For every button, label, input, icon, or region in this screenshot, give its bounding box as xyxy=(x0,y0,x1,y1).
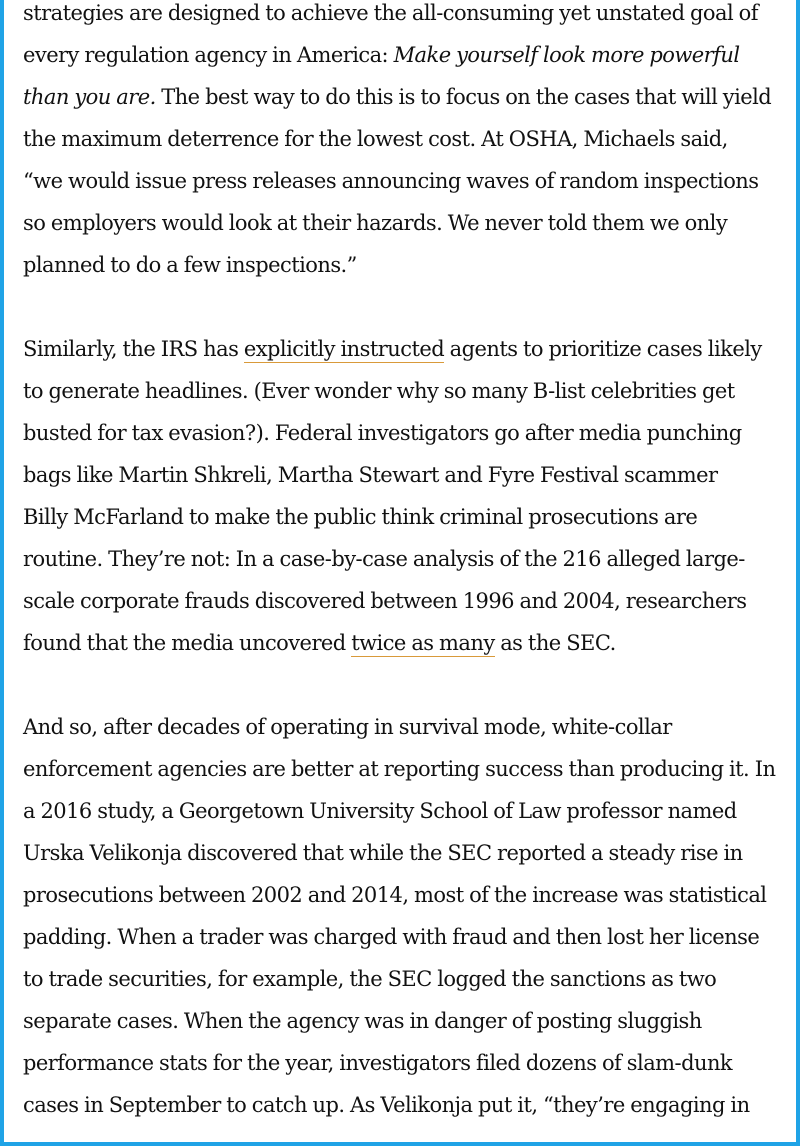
text-line xyxy=(23,328,793,370)
text-run: found that the media uncovered xyxy=(23,631,352,655)
text-line xyxy=(23,34,793,76)
text-run: Similarly, the IRS has xyxy=(23,337,244,361)
text-run: as the SEC. xyxy=(494,631,616,655)
text-line: separate cases. When the agency was in danger of posting sluggish xyxy=(23,1009,702,1033)
text-line: to trade securities, for example, the SEC logged the sanctions as two xyxy=(23,967,717,991)
text-line: to generate headlines. (Ever wonder why so many B-list celebrities get xyxy=(23,379,735,403)
text-line xyxy=(23,76,793,118)
explicitly-instructed-link[interactable]: explicitly instructed xyxy=(243,337,445,361)
text-run: agents to prioritize cases likely xyxy=(444,337,762,361)
text-run: The best way to do this is to focus on the cases that will yield xyxy=(155,85,772,109)
paragraph-enforcement xyxy=(23,706,793,1126)
text-line: the maximum deterrence for the lowest cost. At OSHA, Michaels said, xyxy=(23,127,728,151)
text-run: every regulation agency in America: xyxy=(23,43,394,67)
text-line: routine. They’re not: In a case-by-case analysis of the 216 alleged large- xyxy=(23,547,745,571)
text-line: busted for tax evasion?). Federal investigators go after media punching xyxy=(23,421,742,445)
text-line: cases in September to catch up. As Velikonja put it, “they’re engaging in xyxy=(23,1093,750,1117)
text-line: Billy McFarland to make the public think criminal prosecutions are xyxy=(23,505,698,529)
paragraph-osha xyxy=(23,0,793,286)
text-line: so employers would look at their hazards. We never told them we only xyxy=(23,211,728,235)
text-line: And so, after decades of operating in survival mode, white-collar xyxy=(23,715,672,739)
text-line: prosecutions between 2002 and 2014, most of the increase was statistical xyxy=(23,883,767,907)
text-line xyxy=(23,622,793,664)
text-line: strategies are designed to achieve the all-consuming yet unstated goal of xyxy=(23,1,758,25)
italic-quote: Make yourself look more powerful xyxy=(393,43,740,67)
text-line: “we would issue press releases announcing waves of random inspections xyxy=(23,169,759,193)
text-line: enforcement agencies are better at reporting success than producing it. In xyxy=(23,757,776,781)
text-line: performance stats for the year, investigators filed dozens of slam-dunk xyxy=(23,1051,733,1075)
italic-quote: than you are. xyxy=(23,85,156,109)
paragraph-irs xyxy=(23,328,793,664)
twice-as-many-link[interactable]: twice as many xyxy=(351,631,495,655)
text-line: a 2016 study, a Georgetown University School of Law professor named xyxy=(23,799,737,823)
text-line: padding. When a trader was charged with fraud and then lost her license xyxy=(23,925,760,949)
text-line: bags like Martin Shkreli, Martha Stewart and Fyre Festival scammer xyxy=(23,463,718,487)
text-line: scale corporate frauds discovered between 1996 and 2004, researchers xyxy=(23,589,747,613)
article-body xyxy=(23,0,793,1146)
text-line: Urska Velikonja discovered that while the SEC reported a steady rise in xyxy=(23,841,743,865)
text-line: planned to do a few inspections.” xyxy=(23,253,357,277)
